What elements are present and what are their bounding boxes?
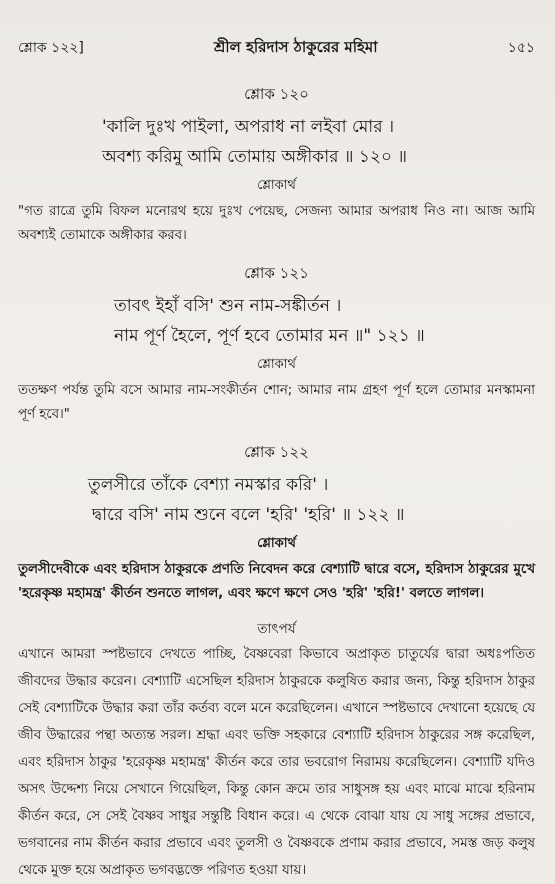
verse-line: তুলসীরে তাঁকে বেশ্যা নমস্কার করি' ।: [88, 475, 329, 495]
header-verse-ref: শ্লোক ১২২]: [18, 40, 84, 56]
verse-122-text: [18, 470, 535, 530]
verse-121-translation-heading: শ্লোকার্থ: [257, 357, 296, 372]
verse-122-translation: তুলসীদেবীকে এবং হরিদাস ঠাকুরকে প্রণতি নিবেদন করে বেশ্যাটি দ্বারে বসে, হরিদাস ঠাকুরের মুখে 'হরেকৃষ্ণ মহামন্ত্র' কীর্তন শুনতে লাগল, এবং ক্ষণে ক্ষণে সেও 'হরি' 'হরি!' বলতে লাগল।: [18, 562, 535, 601]
verse-120-text: [18, 112, 535, 172]
verse-line: নাম পূর্ণ হৈলে, পূর্ণ হবে তোমার মন ॥" ১২১ ॥: [114, 326, 425, 346]
verse-line: দ্বারে বসি' নাম শুনে বলে 'হরি' 'হরি' ॥ ১২২ ॥: [92, 505, 405, 525]
running-header: [18, 0, 535, 61]
verse-120-title: শ্লোক ১২০: [244, 85, 309, 103]
verse-122-translation-heading: শ্লোকার্থ: [257, 536, 296, 551]
verse-line: 'কালি দুঃখ পাইলা, অপরাধ না লইবা মোর ।: [102, 117, 395, 137]
purport-heading: তাৎপর্য: [257, 621, 296, 637]
verse-122-title: শ্লোক ১২২: [244, 443, 309, 461]
purport-text: এখানে আমরা স্পষ্টভাবে দেখতে পাচ্ছি, বৈষ্ণবেরা কিভাবে অপ্রাকৃত চাতুর্যের দ্বারা অধঃপতিত জীবদের উদ্ধার করেন। বেশ্যাটি এসেছিল হরিদাস ঠাকুরকে কলুষিত করার জন্য, কিন্তু হরিদাস ঠাকুর সেই বেশ্যাটিকে উদ্ধার করা তাঁর কর্তব্য বলে মনে করেছিলেন। এখানে স্পষ্টভাবে দেখানো হয়েছে যে জীব উদ্ধারের পন্থা অত্যন্ত সরল। শ্রদ্ধা এবং ভক্তি সহকারে বেশ্যাটি হরিদাস ঠাকুরের সঙ্গ করেছিল, এবং হরিদাস ঠাকুর 'হরেকৃষ্ণ মহামন্ত্র' কীর্তন করে তার ভবরোগ নিরাময় করেছিলেন। বেশ্যাটি যদিও অসৎ উদ্দেশ্য নিয়ে সেখানে গিয়েছিল, কিন্তু কোন ক্রমে তার সাধুসঙ্গ হয় এবং মাঝে মাঝে হরিনাম কীর্তন করে, সে সেই বৈষ্ণব সাধুর সন্তুষ্টি বিধান করে। এ থেকে বোঝা যায় যে সাধু সঙ্গের প্রভাবে, ভগবানের নাম কীর্তন করার প্রভাবে এবং তুলসী ও বৈষ্ণবকে প্রণাম করার প্রভাবে, সমস্ত জড় কলুষ থেকে মুক্ত হয়ে অপ্রাকৃত ভগবদ্ভক্তে পরিণত হওয়া যায়।: [18, 647, 535, 878]
verse-121-text: [18, 291, 535, 351]
verse-line: তাবৎ ইহাঁ বসি' শুন নাম-সঙ্কীর্তন ।: [114, 296, 342, 316]
verse-121-translation: ততক্ষণ পর্যন্ত তুমি বসে আমার নাম-সংকীর্তন শোন; আমার নাম গ্রহণ পূর্ণ হলে তোমার মনস্কামনা পূর্ণ হবে।": [18, 383, 535, 422]
header-chapter-title: শ্রীল হরিদাস ঠাকুরের মহিমা: [214, 38, 378, 56]
page-number: ১৫১: [507, 40, 535, 56]
verse-120-translation-heading: শ্লোকার্থ: [257, 178, 296, 193]
verse-121-title: শ্লোক ১২১: [244, 264, 309, 282]
verse-120-translation: "গত রাত্রে তুমি বিফল মনোরথ হয়ে দুঃখ পেয়েছ, সেজন্য আমার অপরাধ নিও না। আজ আমি অবশ্যই তোমাকে অঙ্গীকার করব।: [18, 204, 535, 243]
verse-line: অবশ্য করিমু আমি তোমায় অঙ্গীকার ॥ ১২০ ॥: [102, 147, 408, 167]
